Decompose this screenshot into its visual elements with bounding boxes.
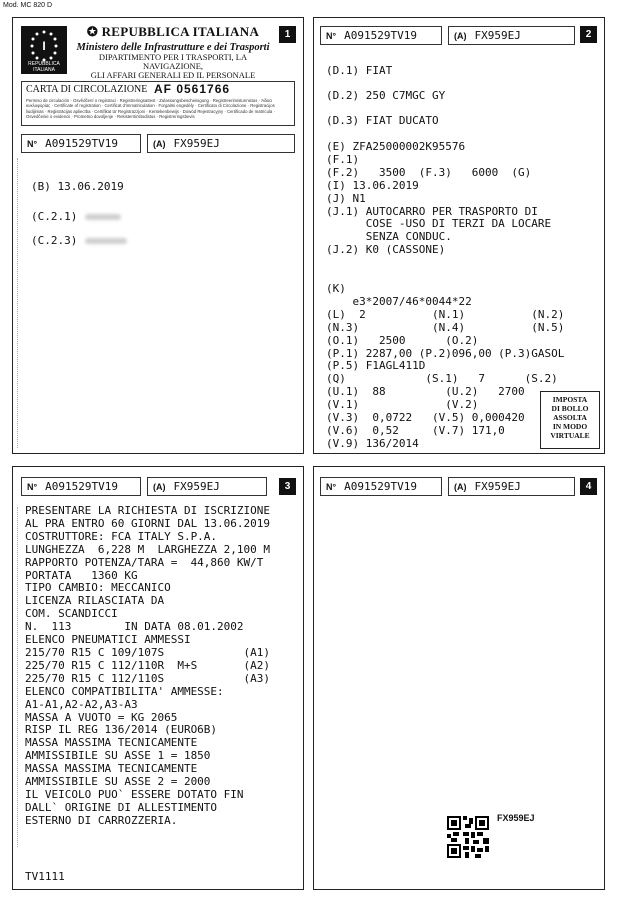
field-line: (N.3) (N.4) (N.5) [326,320,565,334]
department-line-1: DIPARTIMENTO PER I TRASPORTI, LA NAVIGAZIONE, [98,52,248,71]
no-value: A091529TV19 [45,137,118,150]
field-d3: (D.3) FIAT DUCATO [326,114,439,127]
field-line: (O.1) 2500 (O.2) [326,333,479,347]
margin-dots [17,158,18,448]
no-value: A091529TV19 [344,29,417,42]
registration-card-box [21,81,295,126]
note-line: AL PRA ENTRO 60 GIORNI DAL 13.06.2019 [25,516,271,530]
note-line: AMMISSIBILE SU ASSE 1 = 1850 [25,749,211,763]
note-line: N. 113 IN DATA 08.01.2002 [25,620,244,634]
note-line: 225/70 R15 C 112/110S (A3) [25,671,271,685]
vehicle-fields [326,141,564,451]
field-line: (P.1) 2287,00 (P.2)096,00 (P.3)GASOL [326,346,565,360]
plate-value: FX959EJ [474,480,521,493]
redacted-owner-name [85,214,121,220]
margin-dots [17,507,18,847]
field-c23: (C.2.3) [31,234,78,247]
stamp-line: DI BOLLO [551,404,589,413]
plate-box [448,477,575,496]
note-line: PORTATA 1360 KG [25,568,138,582]
field-line: (L) 2 (N.1) (N.2) [326,307,565,321]
no-label: N° [326,31,337,41]
field-line: (Q) (S.1) 7 (S.2) [326,372,558,386]
note-line: DALL` ORIGINE DI ALLESTIMENTO [25,800,218,814]
plate-value: FX959EJ [474,29,521,42]
svg-text:I: I [42,39,46,53]
eu-stars-icon [21,26,67,66]
emblem-label: REPUBBLICA ITALIANA [28,61,60,73]
panel-4 [313,466,605,890]
redacted-owner-address [85,238,127,244]
a-label: (A) [454,31,467,41]
note-line: 225/70 R15 C 112/110R M+S (A2) [25,658,271,672]
field-line: (V.6) 0,52 (V.7) 171,0 [326,423,505,437]
note-line: COM. SCANDICCI [25,607,118,621]
a-label: (A) [454,482,467,492]
card-number: AF 0561766 [154,82,231,96]
field-line: (J.2) K0 (CASSONE) [326,243,446,257]
page-number: 2 [580,26,597,43]
qr-code-icon [447,816,489,858]
field-line: (F.2) 3500 (F.3) 6000 (G) [326,165,532,179]
panel-3 [12,466,304,890]
page-number: 4 [580,478,597,495]
document-number-box [21,477,141,496]
plate-value: FX959EJ [173,137,220,150]
note-line: PRESENTARE LA RICHIESTA DI ISCRIZIONE [25,504,271,517]
a-label: (A) [153,482,166,492]
plate-box [147,477,267,496]
field-d1: (D.1) FIAT [326,64,393,77]
field-line [326,270,564,283]
note-line: RISP IL REG 136/2014 (EURO6B) [25,723,218,737]
field-line: (F.1) [326,152,360,166]
stamp-duty-box [540,391,600,449]
field-line: (J.1) AUTOCARRO PER TRASPORTO DI [326,204,538,218]
republic-name: REPUBBLICA ITALIANA [101,24,260,39]
stamp-line: ASSOLTA [553,413,587,422]
field-c21: (C.2.1) [31,210,78,223]
note-line: TIPO CAMBIO: MECCANICO [25,581,171,595]
stamp-line: IN MODO [552,422,588,431]
note-line: RAPPORTO POTENZA/TARA = 44,860 KW/T [25,555,264,569]
note-line: AMMISSIBILE SU ASSE 2 = 2000 [25,775,211,789]
no-label: N° [27,482,38,492]
field-line [326,257,564,270]
no-value: A091529TV19 [344,480,417,493]
eu-emblem [21,26,67,74]
field-line: e3*2007/46*0044*22 [326,294,472,308]
card-title: CARTA DI CIRCOLAZIONE [26,84,148,95]
field-line: (V.9) 136/2014 [326,436,419,450]
field-line: COSE -USO DI TERZI DA LOCARE [326,217,552,231]
page-number: 1 [279,26,296,43]
note-line: MASSA MASSIMA TECNICAMENTE [25,762,198,776]
panel-2 [313,17,605,454]
no-label: N° [326,482,337,492]
department-line-2: GLI AFFARI GENERALI ED IL PERSONALE [90,70,256,80]
note-line: ELENCO COMPATIBILITA' AMMESSE: [25,684,224,698]
no-value: A091529TV19 [45,480,118,493]
note-line: ESTERNO DI CARROZZERIA. [25,813,178,827]
note-line: 215/70 R15 C 109/107S (A1) [25,645,271,659]
footer-code: TV1111 [25,870,65,883]
plate-box [448,26,575,45]
note-line: COSTRUTTORE: FCA ITALY S.P.A. [25,529,218,543]
ministry-header [73,24,273,80]
form-model-code: Mod. MC 820 D [3,2,53,9]
field-line: (U.1) 88 (U.2) 2700 [326,385,525,399]
plate-box [147,134,295,153]
stamp-line: IMPOSTA [552,395,588,404]
republic-title [73,24,273,40]
note-line: MASSA MASSIMA TECNICAMENTE [25,736,198,750]
card-translations: Permiso de circulación · Osvědčení o registraci · Registreringsattest · Zulassungsbescheinigung · Registreerimistunnistus · Άδεια κυκλοφορίας · Certificate of registration · Certificat d'immatriculation · Forgalmi engedély · Certificato di Circolazione · Registracijos liudijimas · Reģistrācijas apliecība · Certifikat ta' Registrazzjoni · Kentekenbewijs · Dowód Rejestracyjny · Certificado de matrícula · Osvedčenie o evidencii · Prometno dovoljenje · Rekisteröintitodistus · Registreringsbevis [26,98,275,120]
note-line: IL VEICOLO PUO` ESSERE DOTATO FIN [25,787,244,801]
panel-1 [12,17,304,454]
field-line: (E) ZFA25000002K95576 [326,140,466,153]
field-line: (V.3) 0,0722 (V.5) 0,000420 [326,411,525,425]
document-number-box [320,477,442,496]
stamp-line: VIRTUALE [550,431,590,440]
document-number-box [21,134,141,153]
republic-emblem-icon: ✪ [86,24,99,39]
note-line: LUNGHEZZA 6,228 M LARGHEZZA 2,100 M [25,542,271,556]
ministry-name: Ministero delle Infrastrutture e dei Trasporti [76,42,270,53]
field-line: (J) N1 [326,191,366,205]
plate-value: FX959EJ [173,480,220,493]
field-line: (K) [326,281,346,295]
note-line: LICENZA RILASCIATA DA [25,594,165,608]
a-label: (A) [153,139,166,149]
field-line: SENZA CONDUC. [326,230,452,244]
field-line: (P.5) F1AGL411D [326,359,426,373]
document-number-box [320,26,442,45]
page-number: 3 [279,478,296,495]
field-line: (I) 13.06.2019 [326,178,419,192]
notes-fields [25,505,270,828]
qr-plate-label: FX959EJ [497,813,535,823]
field-d2: (D.2) 250 C7MGC GY [326,89,446,102]
field-b: (B) 13.06.2019 [31,180,124,193]
no-label: N° [27,139,38,149]
field-line: (V.1) (V.2) [326,398,479,412]
note-line: ELENCO PNEUMATICI AMMESSI [25,633,191,647]
note-line: MASSA A VUOTO = KG 2065 [25,710,178,724]
note-line: A1-A1,A2-A2,A3-A3 [25,697,138,711]
